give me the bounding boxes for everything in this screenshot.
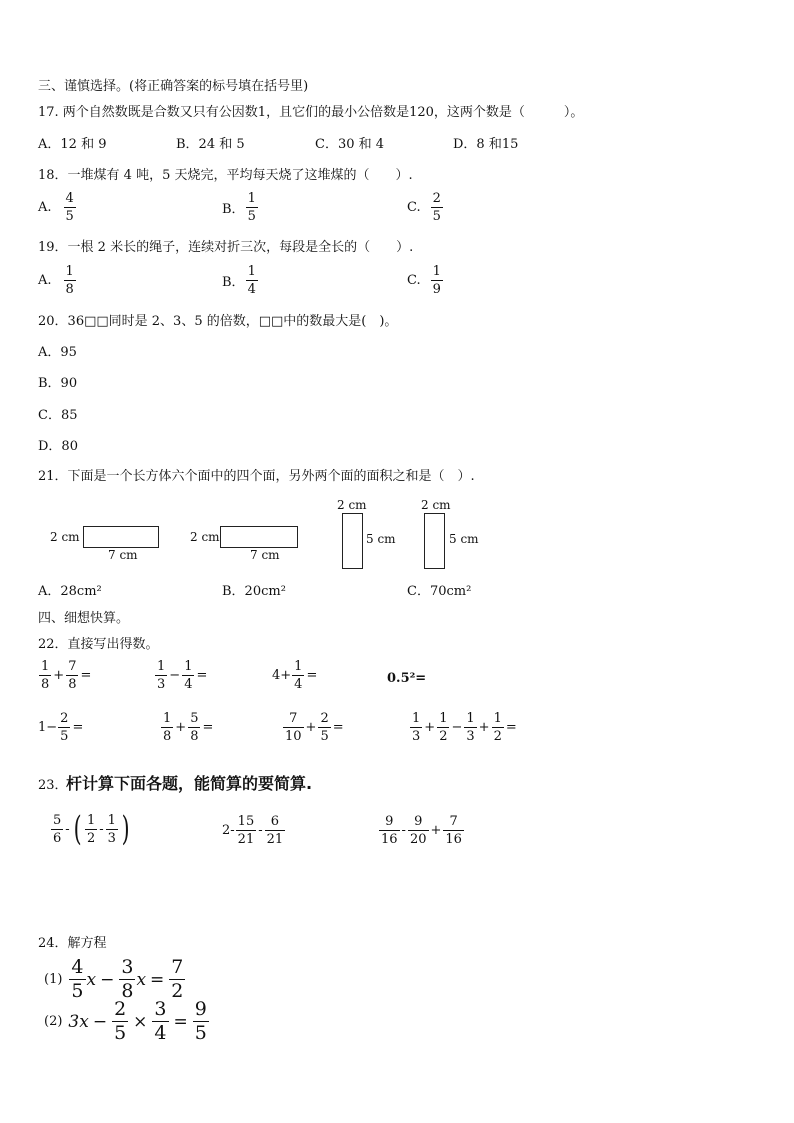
fig4-side-label: 5 cm bbox=[449, 532, 479, 546]
fig4-top-label: 2 cm bbox=[421, 498, 451, 512]
q19-option-a-fraction: $\frac{1}{8}$ bbox=[65, 264, 74, 297]
q22-r1-expr3: 4+ $\frac{1}{4}$ = bbox=[272, 659, 318, 692]
q18-option-c-fraction: $\frac{2}{5}$ bbox=[432, 191, 441, 224]
fig1-rectangle bbox=[83, 526, 159, 548]
q18-option-a-fraction: $\frac{4}{5}$ bbox=[65, 191, 74, 224]
q22-r2-expr4: $\frac{1}{3}$ + $\frac{1}{2}$ − $\frac{1}{3}$ + $\frac{1}{2}$ = bbox=[412, 711, 517, 744]
fig3-rectangle bbox=[342, 513, 363, 569]
question-24-text: 24．解方程 bbox=[38, 936, 107, 951]
q19-option-c-fraction: $\frac{1}{9}$ bbox=[432, 264, 441, 297]
q21-option-b: B．20cm² bbox=[222, 584, 286, 599]
q18-option-b-fraction: $\frac{1}{5}$ bbox=[247, 191, 256, 224]
question-23-number: 23． bbox=[38, 778, 68, 793]
q23-expr3: $\frac{9}{16}$ - $\frac{9}{20}$ + $\frac{7}{16}$ bbox=[381, 814, 462, 847]
q17-option-a: A．12 和 9 bbox=[38, 137, 107, 152]
q19-option-b bbox=[222, 265, 259, 296]
q24-equation-1: (1) $\frac{4}{5}$ x − $\frac{3}{8}$ x = $\frac{7}{2}$ bbox=[44, 956, 184, 1002]
fig1-bottom-label: 7 cm bbox=[108, 548, 138, 562]
q18-option-a-label: A. bbox=[38, 200, 52, 215]
q18-option-c bbox=[407, 192, 444, 223]
q21-option-c: C．70cm² bbox=[407, 584, 472, 599]
left-paren: ( bbox=[73, 809, 82, 849]
question-21-text: 21．下面是一个长方体六个面中的四个面，另外两个面的面积之和是（ ）. bbox=[38, 469, 475, 484]
question-22-text: 22．直接写出得数。 bbox=[38, 637, 159, 652]
q23-expr2: 2- $\frac{15}{21}$ - $\frac{6}{21}$ bbox=[222, 814, 284, 847]
question-17-text: 17. 两个自然数既是合数又只有公因数1，且它们的最小公倍数是120，这两个数是（ ）。 bbox=[38, 105, 584, 120]
q20-option-d: D．80 bbox=[38, 439, 78, 454]
q18-option-b-label: B． bbox=[222, 202, 245, 217]
q23-expr1: $\frac{5}{6}$ - ( $\frac{1}{2}$ - $\frac{1}{3}$ ) bbox=[53, 809, 130, 849]
q18-option-c-label: C. bbox=[407, 200, 421, 215]
q22-r1-expr4: 0.5²= bbox=[387, 671, 427, 686]
q19-option-b-fraction: $\frac{1}{4}$ bbox=[247, 264, 256, 297]
fig2-bottom-label: 7 cm bbox=[250, 548, 280, 562]
q22-r1-expr1: $\frac{1}{8}$ + $\frac{7}{8}$ = bbox=[41, 659, 92, 692]
q17-option-b: B．24 和 5 bbox=[176, 137, 245, 152]
q17-option-d: D．8 和15 bbox=[453, 137, 519, 152]
q20-option-c: C．85 bbox=[38, 408, 78, 423]
q19-option-a-label: A. bbox=[38, 273, 52, 288]
q19-option-b-label: B． bbox=[222, 275, 245, 290]
q18-option-a bbox=[38, 192, 77, 223]
q22-r2-expr2: $\frac{1}{8}$ + $\frac{5}{8}$ = bbox=[163, 711, 214, 744]
question-23-text: 杆计算下面各题，能简算的要简算. bbox=[66, 774, 313, 793]
q22-r2-expr3: $\frac{7}{10}$ + $\frac{2}{5}$ = bbox=[285, 711, 344, 744]
q19-option-c bbox=[407, 265, 444, 296]
q19-option-a bbox=[38, 265, 77, 296]
section-4-title: 四、细想快算。 bbox=[38, 611, 130, 626]
section-3-title: 三、谨慎选择。(将正确答案的标号填在括号里) bbox=[38, 79, 309, 94]
q20-option-b: B．90 bbox=[38, 376, 78, 391]
fig2-rectangle bbox=[220, 526, 298, 548]
q24-equation-2: (2) 3x − $\frac{2}{5}$ × $\frac{3}{4}$ = $\frac{9}{5}$ bbox=[44, 998, 207, 1044]
q20-option-a: A．95 bbox=[38, 345, 77, 360]
question-19-text: 19．一根 2 米长的绳子，连续对折三次，每段是全长的（ ）. bbox=[38, 240, 414, 255]
fig3-side-label: 5 cm bbox=[366, 532, 396, 546]
fig2-side-label: 2 cm bbox=[190, 530, 220, 544]
q22-r1-expr2: $\frac{1}{3}$ − $\frac{1}{4}$ = bbox=[157, 659, 208, 692]
q19-option-c-label: C. bbox=[407, 273, 421, 288]
fig1-side-label: 2 cm bbox=[50, 530, 80, 544]
q22-r2-expr1: 1− $\frac{2}{5}$ = bbox=[38, 711, 84, 744]
question-18-text: 18．一堆煤有 4 吨，5 天烧完，平均每天烧了这堆煤的（ ）. bbox=[38, 168, 413, 183]
q17-option-c: C．30 和 4 bbox=[315, 137, 385, 152]
question-20-text: 20．36□□同时是 2、3、5 的倍数，□□中的数最大是( )。 bbox=[38, 314, 398, 329]
fig4-rectangle bbox=[424, 513, 445, 569]
q21-option-a: A．28cm² bbox=[38, 584, 102, 599]
fig3-top-label: 2 cm bbox=[337, 498, 367, 512]
q18-option-b bbox=[222, 192, 259, 223]
right-paren: ) bbox=[121, 809, 130, 849]
